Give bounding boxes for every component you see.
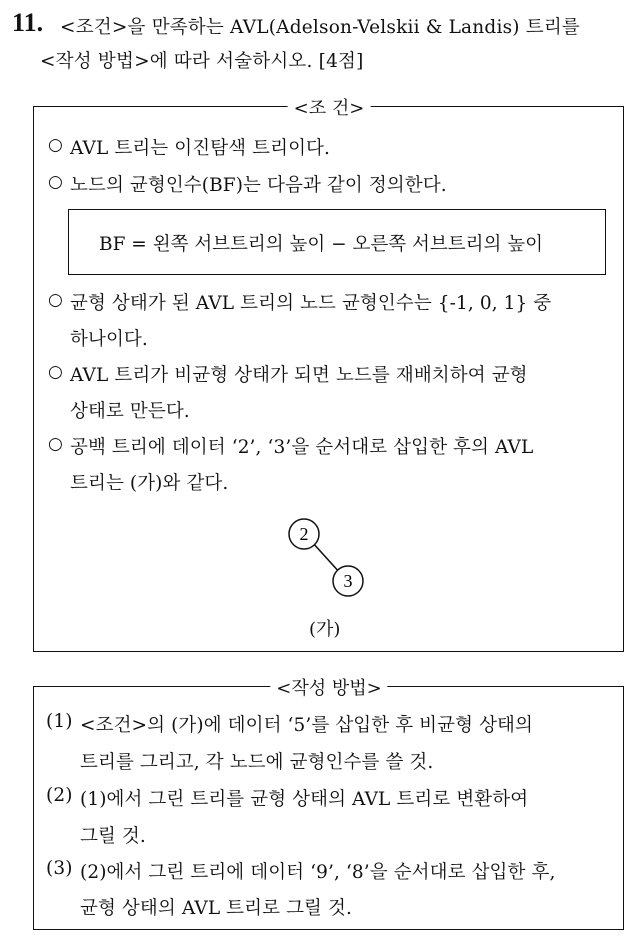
condition-5-line-2: 트리는 (가)와 같다. (70, 473, 229, 494)
question-number: 11. (12, 8, 44, 37)
method-title: <작성 방법> (270, 674, 387, 700)
bullet-icon: ○ (48, 172, 63, 192)
method-3-line-1: (2)에서 그린 트리에 데이터 ‘9’, ‘8’을 순서대로 삽입한 후, (80, 862, 556, 883)
method-2-label: (2) (46, 785, 73, 806)
method-box (33, 678, 624, 930)
bullet-icon: ○ (48, 290, 63, 310)
method-2-line-2: 그릴 것. (80, 826, 146, 847)
conditions-title: <조 건> (288, 94, 371, 120)
conditions-box (33, 98, 624, 652)
avl-tree-diagram (279, 512, 369, 602)
method-1-line-1: <조건>의 (가)에 데이터 ‘5’를 삽입한 후 비균형 상태의 (80, 715, 533, 736)
tree-caption: (가) (309, 619, 341, 640)
tree-node-label: 3 (343, 571, 353, 591)
bf-formula: BF = 왼쪽 서브트리의 높이 − 오른쪽 서브트리의 높이 (99, 234, 544, 255)
condition-4-line-1: AVL 트리가 비균형 상태가 되면 노드를 재배치하여 균형 (70, 365, 528, 386)
tree-edge (312, 542, 341, 574)
method-3-label: (3) (46, 858, 73, 879)
formula-box (68, 209, 606, 275)
condition-3-line-1: 균형 상태가 된 AVL 트리의 노드 균형인수는 {-1, 0, 1} 중 (70, 293, 552, 314)
method-1-label: (1) (46, 711, 73, 732)
question-text-line-1: <조건>을 만족하는 AVL(Adelson-Velskii & Landis) 트리를 (60, 17, 580, 38)
method-3-line-2: 균형 상태의 AVL 트리로 그릴 것. (80, 898, 352, 919)
bullet-icon: ○ (48, 135, 63, 155)
condition-1-line-1: AVL 트리는 이진탐색 트리이다. (70, 138, 330, 159)
question-text-line-2: <작성 방법>에 따라 서술하시오. [4점] (40, 51, 364, 72)
method-2-line-1: (1)에서 그린 트리를 균형 상태의 AVL 트리로 변환하여 (80, 789, 529, 810)
condition-2-line-1: 노드의 균형인수(BF)는 다음과 같이 정의한다. (70, 175, 447, 196)
method-1-line-2: 트리를 그리고, 각 노드에 균형인수를 쓸 것. (80, 752, 434, 773)
condition-5-line-1: 공백 트리에 데이터 ‘2’, ‘3’을 순서대로 삽입한 후의 AVL (70, 437, 534, 458)
bullet-icon: ○ (48, 434, 63, 454)
bullet-icon: ○ (48, 362, 63, 382)
condition-4-line-2: 상태로 만든다. (70, 401, 190, 422)
condition-3-line-2: 하나이다. (70, 329, 148, 350)
tree-node-label: 2 (299, 524, 309, 544)
